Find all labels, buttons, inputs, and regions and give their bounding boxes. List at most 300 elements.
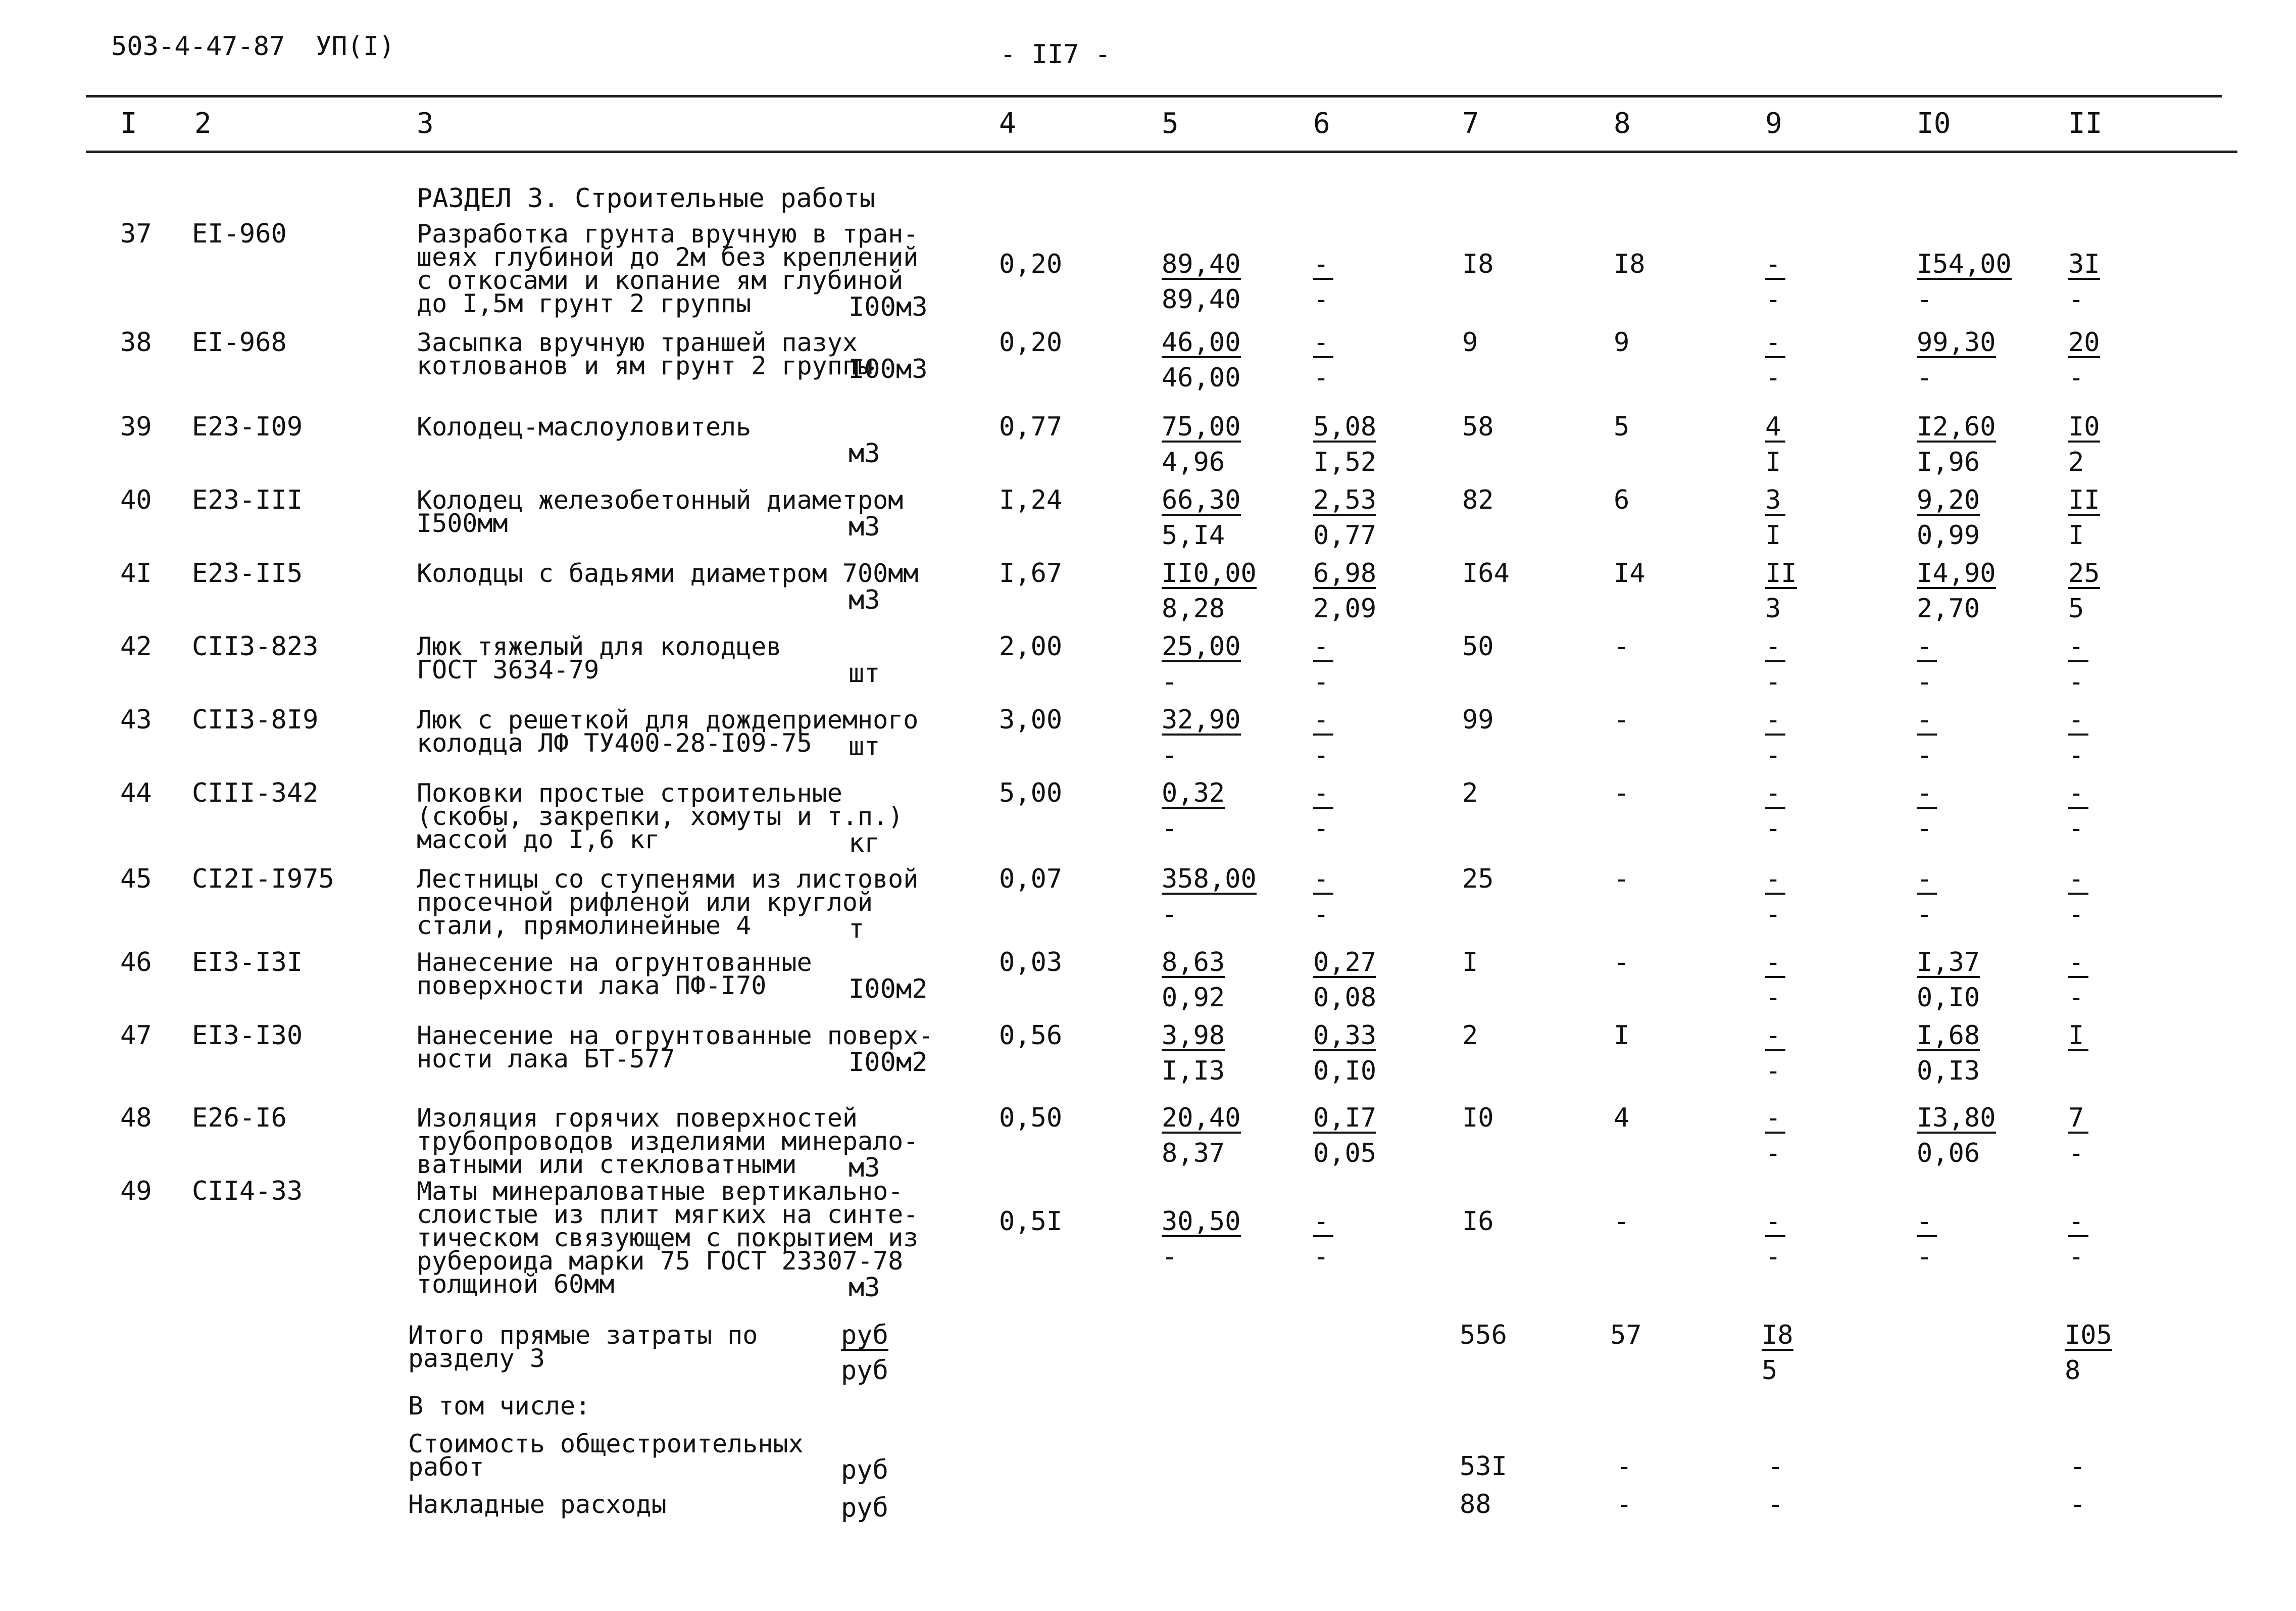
row-col8: - — [1614, 778, 1630, 808]
row-col10-bottom: - — [1917, 363, 1933, 393]
row-col10-bottom: - — [1917, 740, 1933, 770]
row-col6-top: - — [1313, 708, 1333, 736]
row-number: 49 — [120, 1176, 152, 1206]
row-col6 — [1313, 947, 1409, 1013]
row-col5-bottom: - — [1162, 667, 1178, 697]
row-col11-bottom: - — [2068, 667, 2084, 697]
row-col5 — [1162, 249, 1258, 315]
row-col7: I64 — [1462, 558, 1510, 589]
row-col9-top: - — [1765, 331, 1785, 358]
row-col6-bottom: - — [1313, 363, 1329, 393]
row-col11 — [2068, 558, 2164, 624]
row-col7: 9 — [1462, 327, 1478, 358]
row-col10 — [1917, 631, 2013, 697]
row-col5-bottom: 5,I4 — [1162, 520, 1225, 551]
row-col11-top: - — [2068, 867, 2088, 895]
row-col9 — [1765, 631, 1861, 697]
row-col5-top: 20,40 — [1162, 1103, 1241, 1133]
row-col11-top: - — [2068, 951, 2088, 978]
sub1-label: Стоимость общестроительных работ — [408, 1429, 804, 1482]
row-col9-top: - — [1765, 951, 1785, 978]
row-col11-bottom: - — [2068, 1242, 2084, 1272]
row-col8: - — [1614, 947, 1630, 978]
row-col11 — [2068, 327, 2164, 393]
row-col8: 9 — [1614, 327, 1630, 358]
row-col6-top: 0,27 — [1313, 947, 1377, 978]
row-col10-bottom: 2,70 — [1917, 594, 1980, 624]
row-col11-bottom: 5 — [2068, 594, 2084, 624]
column-header: I — [120, 107, 137, 140]
row-unit: I00м3 — [848, 354, 928, 384]
row-col11-bottom: - — [2068, 813, 2084, 844]
row-col11-top: 3I — [2068, 249, 2100, 279]
row-col5-top: 32,90 — [1162, 705, 1241, 735]
row-description: Люк тяжелый для колодцев ГОСТ 3634-79 — [417, 632, 782, 685]
row-col10-bottom: 0,06 — [1917, 1138, 1980, 1168]
row-col6-top: - — [1313, 253, 1333, 280]
row-col11 — [2068, 1020, 2164, 1083]
row-col5-bottom: 0,92 — [1162, 983, 1225, 1013]
row-col5-bottom: 8,37 — [1162, 1138, 1225, 1168]
row-col9 — [1765, 778, 1861, 844]
column-header: 2 — [194, 107, 212, 140]
row-number: 37 — [120, 219, 152, 249]
row-col11-top: - — [2068, 782, 2088, 809]
row-col10-top: I54,00 — [1917, 249, 2012, 279]
row-col6 — [1313, 558, 1409, 624]
row-col7: 99 — [1462, 705, 1494, 735]
row-col9-bottom: - — [1765, 983, 1781, 1013]
row-col10-top: - — [1917, 708, 1937, 736]
row-col11 — [2068, 1206, 2164, 1272]
row-col11 — [2068, 864, 2164, 930]
row-col5-top: 46,00 — [1162, 327, 1241, 358]
row-col9-bottom: - — [1765, 813, 1781, 844]
column-header: 5 — [1162, 107, 1179, 140]
row-col6-bottom: 0,05 — [1313, 1138, 1377, 1168]
row-description: Разработка грунта вручную в тран- шеях глубиной до 2м без креплений с откосами и копание ям глубиной до I,5м грунт 2 группы — [417, 219, 919, 318]
row-col6 — [1313, 249, 1409, 315]
row-col9 — [1765, 1103, 1861, 1168]
row-col6-bottom: - — [1313, 813, 1329, 844]
row-code: E23-III — [192, 485, 303, 515]
row-col5-bottom: 46,00 — [1162, 363, 1241, 393]
row-col4: 0,07 — [999, 864, 1063, 894]
row-col6-top: - — [1313, 1210, 1333, 1237]
row-col11-bottom: - — [2068, 284, 2084, 315]
row-description: Колодец-маслоуловитель — [417, 412, 752, 442]
row-number: 46 — [120, 947, 152, 978]
row-col10-bottom: 0,I0 — [1917, 983, 1980, 1013]
row-col5-top: 89,40 — [1162, 249, 1241, 279]
row-col9 — [1765, 947, 1861, 1013]
row-col5 — [1162, 412, 1258, 477]
row-col5-top: 75,00 — [1162, 412, 1241, 442]
row-col6-top: 6,98 — [1313, 558, 1377, 589]
row-col9 — [1765, 864, 1861, 930]
total-col11: $\frac{I05}{8}$ — [2065, 1320, 2112, 1386]
row-col10-top: I,68 — [1917, 1020, 1980, 1051]
row-col4: 0,5I — [999, 1206, 1063, 1237]
row-col11-top: - — [2068, 1210, 2088, 1237]
total-col9: $\frac{I8}{5}$ — [1762, 1320, 1793, 1386]
row-col9-top: II — [1765, 558, 1797, 589]
column-header: 4 — [999, 107, 1016, 140]
row-col4: 0,20 — [999, 249, 1063, 279]
row-col4: I,67 — [999, 558, 1063, 589]
row-col9-top: - — [1765, 708, 1785, 736]
row-col7: 50 — [1462, 631, 1494, 662]
row-col6-top: - — [1313, 782, 1333, 809]
row-col5-bottom: 8,28 — [1162, 594, 1225, 624]
row-col5-bottom: 4,96 — [1162, 447, 1225, 477]
row-unit: м3 — [848, 1153, 880, 1183]
row-col9-top: - — [1765, 1024, 1785, 1051]
row-col6-top: 0,I7 — [1313, 1103, 1377, 1133]
sub2-unit: руб — [841, 1493, 888, 1523]
row-col5 — [1162, 558, 1258, 624]
row-col4: I,24 — [999, 485, 1063, 515]
row-description: Маты минераловатные вертикально- слоистые из плит мягких на синте- тическом связующем с покрытием из рубероида марки 75 ГОСТ 23307-78 толщиной 60мм — [417, 1177, 919, 1299]
row-unit: м3 — [848, 1273, 880, 1303]
row-col10 — [1917, 485, 2013, 551]
sub1-col8: - — [1616, 1451, 1632, 1482]
row-col10 — [1917, 1020, 2013, 1086]
row-code: EI3-I3I — [192, 947, 303, 978]
row-col10-top: I2,60 — [1917, 412, 1996, 442]
row-col6-bottom: - — [1313, 284, 1329, 315]
row-col9-top: 4 — [1765, 415, 1785, 443]
row-unit: м3 — [848, 585, 880, 615]
row-unit: шт — [848, 658, 880, 689]
row-col5-bottom: 89,40 — [1162, 284, 1241, 315]
row-col9-top: - — [1765, 867, 1785, 895]
row-col5 — [1162, 1103, 1258, 1168]
row-col9-top: - — [1765, 1106, 1785, 1134]
row-col6-top: 2,53 — [1313, 485, 1377, 515]
row-col6 — [1313, 1103, 1409, 1168]
section-title: РАЗДЕЛ 3. Строительные работы — [417, 183, 875, 214]
row-col10-bottom: 0,I3 — [1917, 1056, 1980, 1086]
row-col6 — [1313, 1020, 1409, 1086]
header-rule — [86, 151, 2237, 153]
row-col5-bottom: - — [1162, 1242, 1178, 1272]
row-number: 44 — [120, 778, 152, 808]
row-unit: шт — [848, 731, 880, 762]
album-code: УП(I) — [316, 31, 395, 62]
row-col5 — [1162, 327, 1258, 393]
row-col8: - — [1614, 1206, 1630, 1237]
sub1-col9: - — [1768, 1451, 1784, 1482]
row-col6-bottom: - — [1313, 667, 1329, 697]
row-number: 40 — [120, 485, 152, 515]
row-col5-top: 358,00 — [1162, 864, 1257, 894]
row-number: 45 — [120, 864, 152, 894]
row-col11 — [2068, 778, 2164, 844]
row-col11-top: 7 — [2068, 1106, 2088, 1134]
row-col11-top: - — [2068, 635, 2088, 662]
sub2-col11: - — [2070, 1489, 2086, 1520]
row-col10-bottom: I,96 — [1917, 447, 1980, 477]
row-col10-top: 99,30 — [1917, 327, 1996, 358]
row-col9 — [1765, 705, 1861, 770]
row-col9-bottom: - — [1765, 1138, 1781, 1168]
row-unit: I00м3 — [848, 292, 928, 322]
row-col9-bottom: - — [1765, 899, 1781, 930]
row-col4: 0,56 — [999, 1020, 1063, 1051]
row-col9-bottom: - — [1765, 667, 1781, 697]
row-col10-bottom: 0,99 — [1917, 520, 1980, 551]
row-col6 — [1313, 631, 1409, 697]
row-col9-bottom: - — [1765, 1242, 1781, 1272]
row-col9-bottom: - — [1765, 1056, 1781, 1086]
row-col9-bottom: I — [1765, 447, 1781, 477]
row-col11-bottom: - — [2068, 1138, 2084, 1168]
row-col5 — [1162, 947, 1258, 1013]
top-rule — [86, 95, 2222, 97]
row-col9 — [1765, 412, 1861, 477]
row-col10 — [1917, 1103, 2013, 1168]
row-col6-bottom: - — [1313, 1242, 1329, 1272]
row-col9-top: - — [1765, 635, 1785, 662]
sub2-col8: - — [1616, 1489, 1632, 1520]
row-col4: 5,00 — [999, 778, 1063, 808]
row-col6-bottom: 0,08 — [1313, 983, 1377, 1013]
row-col6 — [1313, 412, 1409, 477]
row-code: EI-968 — [192, 327, 287, 358]
row-col11 — [2068, 485, 2164, 551]
sub1-col7: 53I — [1460, 1451, 1507, 1482]
column-header: 7 — [1462, 107, 1479, 140]
row-description: Нанесение на огрунтованные поверх- ности лака БТ-577 — [417, 1021, 934, 1073]
row-col11-top: II — [2068, 485, 2100, 515]
document-code: 503-4-47-87 — [111, 31, 285, 62]
row-col11 — [2068, 412, 2164, 477]
row-col6 — [1313, 485, 1409, 551]
row-col10-top: 9,20 — [1917, 485, 1980, 515]
row-col9-bottom: - — [1765, 740, 1781, 770]
row-col8: 6 — [1614, 485, 1630, 515]
row-col9-top: - — [1765, 253, 1785, 280]
row-col11-top: I0 — [2068, 412, 2100, 442]
row-description: Колодцы с бадьями диаметром 700мм — [417, 559, 919, 588]
row-col11-top: - — [2068, 708, 2088, 736]
including-label: В том числе: — [408, 1391, 591, 1421]
row-col10-top: - — [1917, 782, 1937, 809]
row-number: 39 — [120, 412, 152, 442]
row-unit: м3 — [848, 438, 880, 469]
row-col5 — [1162, 631, 1258, 697]
row-col11-bottom: I — [2068, 520, 2084, 551]
row-col6-top: - — [1313, 867, 1333, 895]
row-description: Лестницы со ступенями из листовой просечной рифленой или круглой стали, прямолинейные 4 — [417, 864, 919, 940]
row-col7: 25 — [1462, 864, 1494, 894]
row-col9 — [1765, 558, 1861, 624]
row-code: CII3-823 — [192, 631, 319, 662]
total-col8: 57 — [1610, 1320, 1642, 1350]
column-header: 9 — [1765, 107, 1782, 140]
row-col4: 0,77 — [999, 412, 1063, 442]
column-header: 3 — [417, 107, 434, 140]
row-col11 — [2068, 249, 2164, 315]
row-col6 — [1313, 864, 1409, 930]
row-col5-top: 8,63 — [1162, 947, 1225, 978]
row-col10 — [1917, 705, 2013, 770]
row-col5 — [1162, 864, 1258, 930]
row-col9-bottom: - — [1765, 284, 1781, 315]
row-col8: - — [1614, 631, 1630, 662]
row-col5-top: 3,98 — [1162, 1020, 1225, 1051]
row-col5-top: 30,50 — [1162, 1206, 1241, 1237]
row-col11-top: 25 — [2068, 558, 2100, 589]
row-number: 38 — [120, 327, 152, 358]
row-col5-bottom: I,I3 — [1162, 1056, 1225, 1086]
row-col10-bottom: - — [1917, 899, 1933, 930]
row-number: 43 — [120, 705, 152, 735]
row-col9-top: 3 — [1765, 489, 1785, 516]
column-header: 8 — [1614, 107, 1631, 140]
total-col7: 556 — [1460, 1320, 1507, 1350]
row-col5 — [1162, 705, 1258, 770]
row-unit: I00м2 — [848, 974, 928, 1004]
row-col9 — [1765, 1020, 1861, 1086]
row-col11 — [2068, 1103, 2164, 1168]
row-col7: I — [1462, 947, 1478, 978]
row-col10 — [1917, 249, 2013, 315]
row-col6-top: 0,33 — [1313, 1020, 1377, 1051]
row-col10-top: I3,80 — [1917, 1103, 1996, 1133]
row-col4: 0,03 — [999, 947, 1063, 978]
row-code: CI2I-I975 — [192, 864, 334, 894]
row-col11-bottom: - — [2068, 363, 2084, 393]
row-code: CII3-8I9 — [192, 705, 319, 735]
row-col5 — [1162, 778, 1258, 844]
row-col11-bottom: - — [2068, 983, 2084, 1013]
row-col11-top: I — [2068, 1024, 2088, 1051]
row-code: CIII-342 — [192, 778, 319, 808]
row-description: Засыпка вручную траншей пазух котлованов и ям грунт 2 группы — [417, 328, 873, 380]
row-number: 42 — [120, 631, 152, 662]
row-col9 — [1765, 1206, 1861, 1272]
row-col10 — [1917, 327, 2013, 393]
row-description: Поковки простые строительные (скобы, закрепки, хомуты и т.п.) массой до I,6 кг — [417, 778, 904, 854]
total-unit: руб руб — [841, 1320, 888, 1386]
row-col8: 4 — [1614, 1103, 1630, 1133]
row-col6-bottom: - — [1313, 899, 1329, 930]
row-col11-bottom: - — [2068, 899, 2084, 930]
page-number: - II7 - — [1000, 39, 1111, 70]
row-col10-top: I4,90 — [1917, 558, 1996, 589]
row-col7: 2 — [1462, 1020, 1478, 1051]
row-col6-bottom: 0,77 — [1313, 520, 1377, 551]
row-col7: 2 — [1462, 778, 1478, 808]
row-code: EI-960 — [192, 219, 287, 249]
row-col11-bottom — [2068, 1059, 2164, 1083]
row-description: Нанесение на огрунтованные поверхности лака ПФ-I70 — [417, 948, 812, 1000]
row-col5 — [1162, 1020, 1258, 1086]
row-col8: 5 — [1614, 412, 1630, 442]
total-label: Итого прямые затраты по разделу 3 — [408, 1321, 758, 1373]
row-col6 — [1313, 327, 1409, 393]
row-col10-bottom: - — [1917, 813, 1933, 844]
row-col6 — [1313, 705, 1409, 770]
row-col11 — [2068, 631, 2164, 697]
row-col4: 3,00 — [999, 705, 1063, 735]
row-col6-top: - — [1313, 635, 1333, 662]
row-col8: I8 — [1614, 249, 1645, 279]
row-col10-bottom: - — [1917, 667, 1933, 697]
row-col9-bottom: I — [1765, 520, 1781, 551]
row-code: E23-I09 — [192, 412, 303, 442]
row-col9-top: - — [1765, 782, 1785, 809]
column-header: 6 — [1313, 107, 1330, 140]
row-col10 — [1917, 558, 2013, 624]
row-col5-bottom: - — [1162, 740, 1178, 770]
row-col7: I0 — [1462, 1103, 1494, 1133]
row-col9 — [1765, 485, 1861, 551]
row-col7: I8 — [1462, 249, 1494, 279]
row-col9-top: - — [1765, 1210, 1785, 1237]
row-col6-bottom: 2,09 — [1313, 594, 1377, 624]
sub1-col11: - — [2070, 1451, 2086, 1482]
row-col8: - — [1614, 705, 1630, 735]
row-col6-top: 5,08 — [1313, 412, 1377, 442]
row-description: Люк с решеткой для дождеприемного колодца ЛФ ТУ400-28-I09-75 — [417, 705, 919, 758]
row-col11 — [2068, 705, 2164, 770]
row-col9-bottom: 3 — [1765, 594, 1781, 624]
sub1-unit: руб — [841, 1455, 888, 1485]
row-number: 47 — [120, 1020, 152, 1051]
row-code: EI3-I30 — [192, 1020, 303, 1051]
row-col8: I — [1614, 1020, 1630, 1051]
row-col11-bottom: - — [2068, 740, 2084, 770]
row-col7: 82 — [1462, 485, 1494, 515]
row-unit: м3 — [848, 512, 880, 542]
sub2-col9: - — [1768, 1489, 1784, 1520]
row-col7: I6 — [1462, 1206, 1494, 1237]
row-col10 — [1917, 864, 2013, 930]
row-unit: I00м2 — [848, 1047, 928, 1078]
row-col6-bottom: I,52 — [1313, 447, 1377, 477]
row-col11 — [2068, 947, 2164, 1013]
row-col6 — [1313, 1206, 1409, 1272]
row-col10 — [1917, 412, 2013, 477]
row-col9 — [1765, 327, 1861, 393]
row-col5-bottom: - — [1162, 813, 1178, 844]
row-number: 4I — [120, 558, 152, 589]
row-code: CII4-33 — [192, 1176, 303, 1206]
row-col9-bottom: - — [1765, 363, 1781, 393]
row-col10-bottom: - — [1917, 284, 1933, 315]
row-code: E23-II5 — [192, 558, 303, 589]
row-col5-top: 25,00 — [1162, 631, 1241, 662]
row-col9 — [1765, 249, 1861, 315]
column-header: II — [2068, 107, 2103, 140]
row-col5-top: II0,00 — [1162, 558, 1257, 589]
row-col10-top: I,37 — [1917, 947, 1980, 978]
row-col5-bottom: - — [1162, 899, 1178, 930]
row-description: Колодец железобетонный диаметром I500мм — [417, 485, 904, 538]
row-col10 — [1917, 947, 2013, 1013]
row-col6-top: - — [1313, 331, 1333, 358]
row-col8: I4 — [1614, 558, 1645, 589]
row-col5-top: 0,32 — [1162, 778, 1225, 808]
sub2-col7: 88 — [1460, 1489, 1491, 1520]
row-col5 — [1162, 485, 1258, 551]
row-col5 — [1162, 1206, 1258, 1272]
row-col11-bottom: 2 — [2068, 447, 2084, 477]
row-col4: 0,20 — [999, 327, 1063, 358]
